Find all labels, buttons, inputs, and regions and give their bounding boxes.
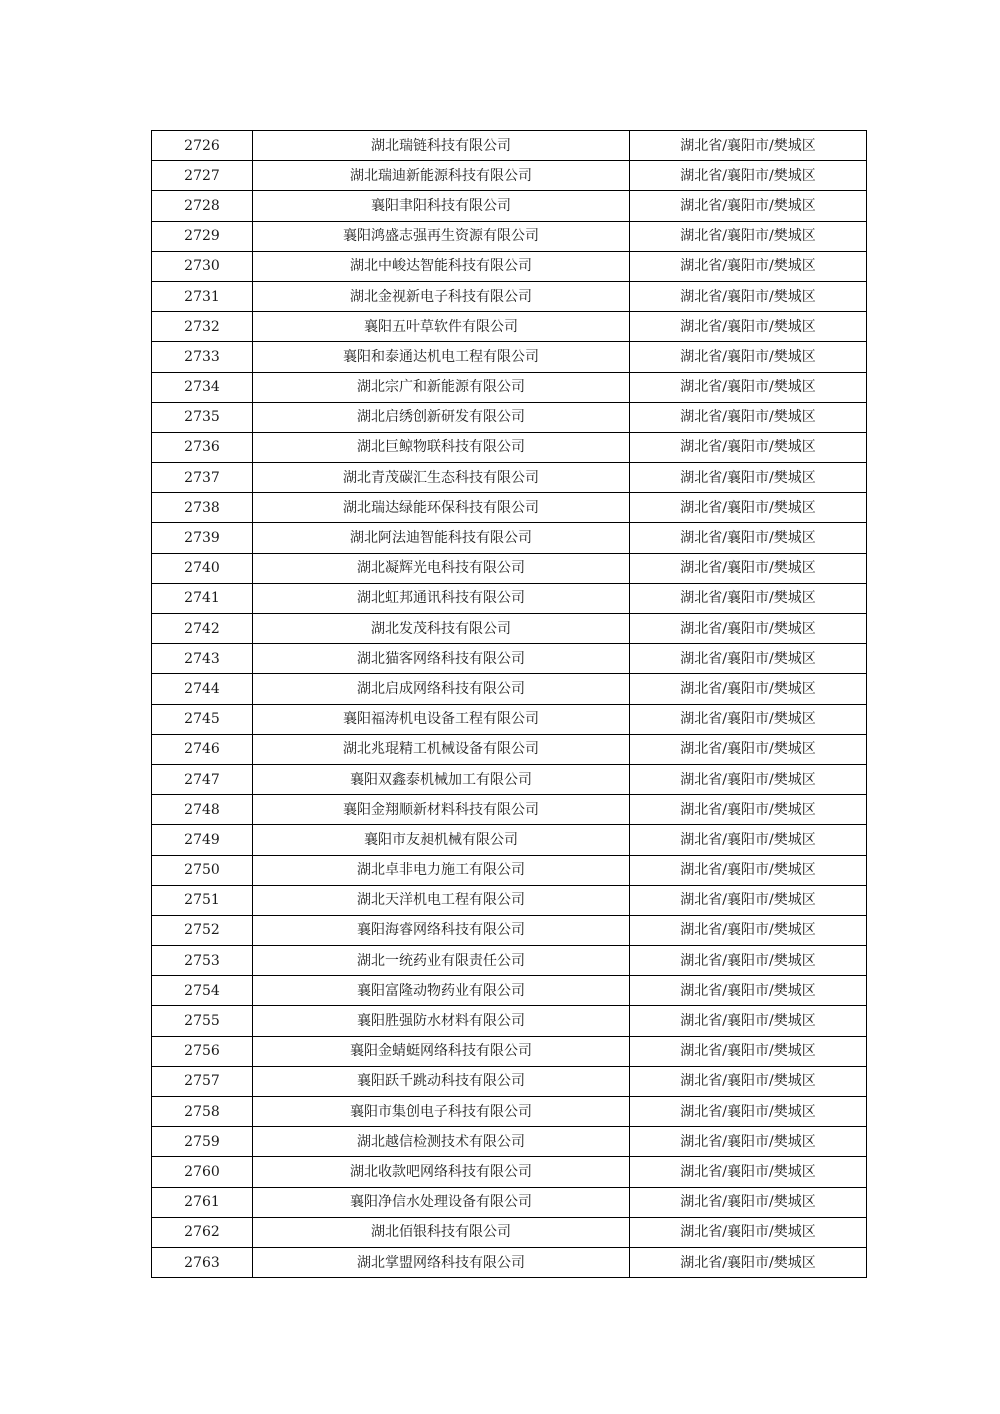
company-name-cell: 襄阳金蜻蜓网络科技有限公司 <box>253 1036 630 1066</box>
company-name-cell: 襄阳胜强防水材料有限公司 <box>253 1006 630 1036</box>
row-number-cell: 2743 <box>152 644 253 674</box>
region-cell: 湖北省/襄阳市/樊城区 <box>630 976 867 1006</box>
row-number-cell: 2747 <box>152 764 253 794</box>
row-number-cell: 2758 <box>152 1097 253 1127</box>
region-cell: 湖北省/襄阳市/樊城区 <box>630 221 867 251</box>
table-row <box>152 1006 867 1036</box>
company-name-cell: 湖北佰银科技有限公司 <box>253 1217 630 1247</box>
company-list-table <box>151 130 867 1278</box>
row-number-cell: 2733 <box>152 342 253 372</box>
table-row <box>152 644 867 674</box>
table-row <box>152 764 867 794</box>
company-name-cell: 湖北宗广和新能源有限公司 <box>253 372 630 402</box>
table-row <box>152 734 867 764</box>
region-cell: 湖北省/襄阳市/樊城区 <box>630 1247 867 1277</box>
row-number-cell: 2737 <box>152 463 253 493</box>
region-cell: 湖北省/襄阳市/樊城区 <box>630 734 867 764</box>
row-number-cell: 2732 <box>152 312 253 342</box>
table-row <box>152 402 867 432</box>
row-number-cell: 2739 <box>152 523 253 553</box>
region-cell: 湖北省/襄阳市/樊城区 <box>630 704 867 734</box>
table-row <box>152 1187 867 1217</box>
region-cell: 湖北省/襄阳市/樊城区 <box>630 402 867 432</box>
company-name-cell: 襄阳净信水处理设备有限公司 <box>253 1187 630 1217</box>
company-name-cell: 湖北金视新电子科技有限公司 <box>253 281 630 311</box>
table-row <box>152 583 867 613</box>
region-cell: 湖北省/襄阳市/樊城区 <box>630 191 867 221</box>
company-name-cell: 湖北巨鲸物联科技有限公司 <box>253 432 630 462</box>
row-number-cell: 2744 <box>152 674 253 704</box>
region-cell: 湖北省/襄阳市/樊城区 <box>630 795 867 825</box>
table-row <box>152 855 867 885</box>
row-number-cell: 2741 <box>152 583 253 613</box>
table-row <box>152 493 867 523</box>
company-name-cell: 湖北越信检测技术有限公司 <box>253 1127 630 1157</box>
company-name-cell: 湖北掌盟网络科技有限公司 <box>253 1247 630 1277</box>
row-number-cell: 2746 <box>152 734 253 764</box>
row-number-cell: 2729 <box>152 221 253 251</box>
table-row <box>152 976 867 1006</box>
row-number-cell: 2727 <box>152 161 253 191</box>
region-cell: 湖北省/襄阳市/樊城区 <box>630 946 867 976</box>
region-cell: 湖北省/襄阳市/樊城区 <box>630 1066 867 1096</box>
table-row <box>152 523 867 553</box>
company-name-cell: 襄阳福涛机电设备工程有限公司 <box>253 704 630 734</box>
region-cell: 湖北省/襄阳市/樊城区 <box>630 825 867 855</box>
region-cell: 湖北省/襄阳市/樊城区 <box>630 855 867 885</box>
company-name-cell: 湖北中峻达智能科技有限公司 <box>253 251 630 281</box>
table-row <box>152 825 867 855</box>
region-cell: 湖北省/襄阳市/樊城区 <box>630 1127 867 1157</box>
table-row <box>152 1127 867 1157</box>
region-cell: 湖北省/襄阳市/樊城区 <box>630 1157 867 1187</box>
table-row <box>152 312 867 342</box>
company-name-cell: 襄阳跃千跳动科技有限公司 <box>253 1066 630 1096</box>
table-row <box>152 1217 867 1247</box>
region-cell: 湖北省/襄阳市/樊城区 <box>630 885 867 915</box>
table-row <box>152 1247 867 1277</box>
company-name-cell: 湖北一统药业有限责任公司 <box>253 946 630 976</box>
row-number-cell: 2761 <box>152 1187 253 1217</box>
row-number-cell: 2740 <box>152 553 253 583</box>
row-number-cell: 2730 <box>152 251 253 281</box>
table-row <box>152 281 867 311</box>
region-cell: 湖北省/襄阳市/樊城区 <box>630 281 867 311</box>
table-row <box>152 795 867 825</box>
company-name-cell: 襄阳市友昶机械有限公司 <box>253 825 630 855</box>
row-number-cell: 2755 <box>152 1006 253 1036</box>
row-number-cell: 2751 <box>152 885 253 915</box>
company-name-cell: 襄阳聿阳科技有限公司 <box>253 191 630 221</box>
company-name-cell: 襄阳海睿网络科技有限公司 <box>253 915 630 945</box>
row-number-cell: 2760 <box>152 1157 253 1187</box>
table-row <box>152 614 867 644</box>
company-name-cell: 湖北虹邦通讯科技有限公司 <box>253 583 630 613</box>
row-number-cell: 2756 <box>152 1036 253 1066</box>
company-name-cell: 湖北兆琨精工机械设备有限公司 <box>253 734 630 764</box>
table-row <box>152 915 867 945</box>
row-number-cell: 2726 <box>152 131 253 161</box>
company-name-cell: 湖北发茂科技有限公司 <box>253 614 630 644</box>
table-row <box>152 885 867 915</box>
company-name-cell: 湖北启绣创新研发有限公司 <box>253 402 630 432</box>
table-row <box>152 463 867 493</box>
row-number-cell: 2757 <box>152 1066 253 1096</box>
region-cell: 湖北省/襄阳市/樊城区 <box>630 674 867 704</box>
row-number-cell: 2728 <box>152 191 253 221</box>
company-name-cell: 襄阳富隆动物药业有限公司 <box>253 976 630 1006</box>
table-row <box>152 553 867 583</box>
row-number-cell: 2753 <box>152 946 253 976</box>
table-row <box>152 946 867 976</box>
company-name-cell: 湖北启成网络科技有限公司 <box>253 674 630 704</box>
row-number-cell: 2752 <box>152 915 253 945</box>
region-cell: 湖北省/襄阳市/樊城区 <box>630 583 867 613</box>
company-name-cell: 湖北凝辉光电科技有限公司 <box>253 553 630 583</box>
company-name-cell: 湖北瑞迪新能源科技有限公司 <box>253 161 630 191</box>
row-number-cell: 2750 <box>152 855 253 885</box>
table-row <box>152 1157 867 1187</box>
row-number-cell: 2749 <box>152 825 253 855</box>
row-number-cell: 2745 <box>152 704 253 734</box>
region-cell: 湖北省/襄阳市/樊城区 <box>630 432 867 462</box>
company-name-cell: 襄阳和泰通达机电工程有限公司 <box>253 342 630 372</box>
table-row <box>152 674 867 704</box>
company-name-cell: 襄阳双鑫泰机械加工有限公司 <box>253 764 630 794</box>
region-cell: 湖北省/襄阳市/樊城区 <box>630 644 867 674</box>
row-number-cell: 2731 <box>152 281 253 311</box>
region-cell: 湖北省/襄阳市/樊城区 <box>630 553 867 583</box>
row-number-cell: 2763 <box>152 1247 253 1277</box>
company-name-cell: 湖北猫客网络科技有限公司 <box>253 644 630 674</box>
table-row <box>152 342 867 372</box>
company-name-cell: 湖北瑞达绿能环保科技有限公司 <box>253 493 630 523</box>
region-cell: 湖北省/襄阳市/樊城区 <box>630 372 867 402</box>
region-cell: 湖北省/襄阳市/樊城区 <box>630 614 867 644</box>
table-row <box>152 251 867 281</box>
table-row <box>152 704 867 734</box>
region-cell: 湖北省/襄阳市/樊城区 <box>630 1217 867 1247</box>
company-name-cell: 湖北青茂碳汇生态科技有限公司 <box>253 463 630 493</box>
region-cell: 湖北省/襄阳市/樊城区 <box>630 493 867 523</box>
region-cell: 湖北省/襄阳市/樊城区 <box>630 1006 867 1036</box>
company-name-cell: 襄阳五叶草软件有限公司 <box>253 312 630 342</box>
row-number-cell: 2754 <box>152 976 253 1006</box>
row-number-cell: 2735 <box>152 402 253 432</box>
row-number-cell: 2748 <box>152 795 253 825</box>
table-row <box>152 161 867 191</box>
company-name-cell: 湖北天洋机电工程有限公司 <box>253 885 630 915</box>
region-cell: 湖北省/襄阳市/樊城区 <box>630 915 867 945</box>
table-row <box>152 191 867 221</box>
company-name-cell: 湖北阿法迪智能科技有限公司 <box>253 523 630 553</box>
region-cell: 湖北省/襄阳市/樊城区 <box>630 1036 867 1066</box>
row-number-cell: 2734 <box>152 372 253 402</box>
row-number-cell: 2738 <box>152 493 253 523</box>
table-row <box>152 372 867 402</box>
row-number-cell: 2759 <box>152 1127 253 1157</box>
company-list-body <box>152 131 867 1278</box>
company-name-cell: 襄阳金翔顺新材料科技有限公司 <box>253 795 630 825</box>
row-number-cell: 2736 <box>152 432 253 462</box>
region-cell: 湖北省/襄阳市/樊城区 <box>630 523 867 553</box>
company-name-cell: 湖北瑞链科技有限公司 <box>253 131 630 161</box>
region-cell: 湖北省/襄阳市/樊城区 <box>630 463 867 493</box>
company-name-cell: 湖北卓非电力施工有限公司 <box>253 855 630 885</box>
region-cell: 湖北省/襄阳市/樊城区 <box>630 342 867 372</box>
region-cell: 湖北省/襄阳市/樊城区 <box>630 312 867 342</box>
region-cell: 湖北省/襄阳市/樊城区 <box>630 1097 867 1127</box>
table-row <box>152 131 867 161</box>
region-cell: 湖北省/襄阳市/樊城区 <box>630 161 867 191</box>
table-row <box>152 432 867 462</box>
company-name-cell: 襄阳市集创电子科技有限公司 <box>253 1097 630 1127</box>
company-name-cell: 襄阳鸿盛志强再生资源有限公司 <box>253 221 630 251</box>
table-row <box>152 1066 867 1096</box>
table-row <box>152 1036 867 1066</box>
row-number-cell: 2762 <box>152 1217 253 1247</box>
company-name-cell: 湖北收款吧网络科技有限公司 <box>253 1157 630 1187</box>
region-cell: 湖北省/襄阳市/樊城区 <box>630 131 867 161</box>
region-cell: 湖北省/襄阳市/樊城区 <box>630 764 867 794</box>
table-row <box>152 1097 867 1127</box>
table-row <box>152 221 867 251</box>
row-number-cell: 2742 <box>152 614 253 644</box>
region-cell: 湖北省/襄阳市/樊城区 <box>630 1187 867 1217</box>
region-cell: 湖北省/襄阳市/樊城区 <box>630 251 867 281</box>
